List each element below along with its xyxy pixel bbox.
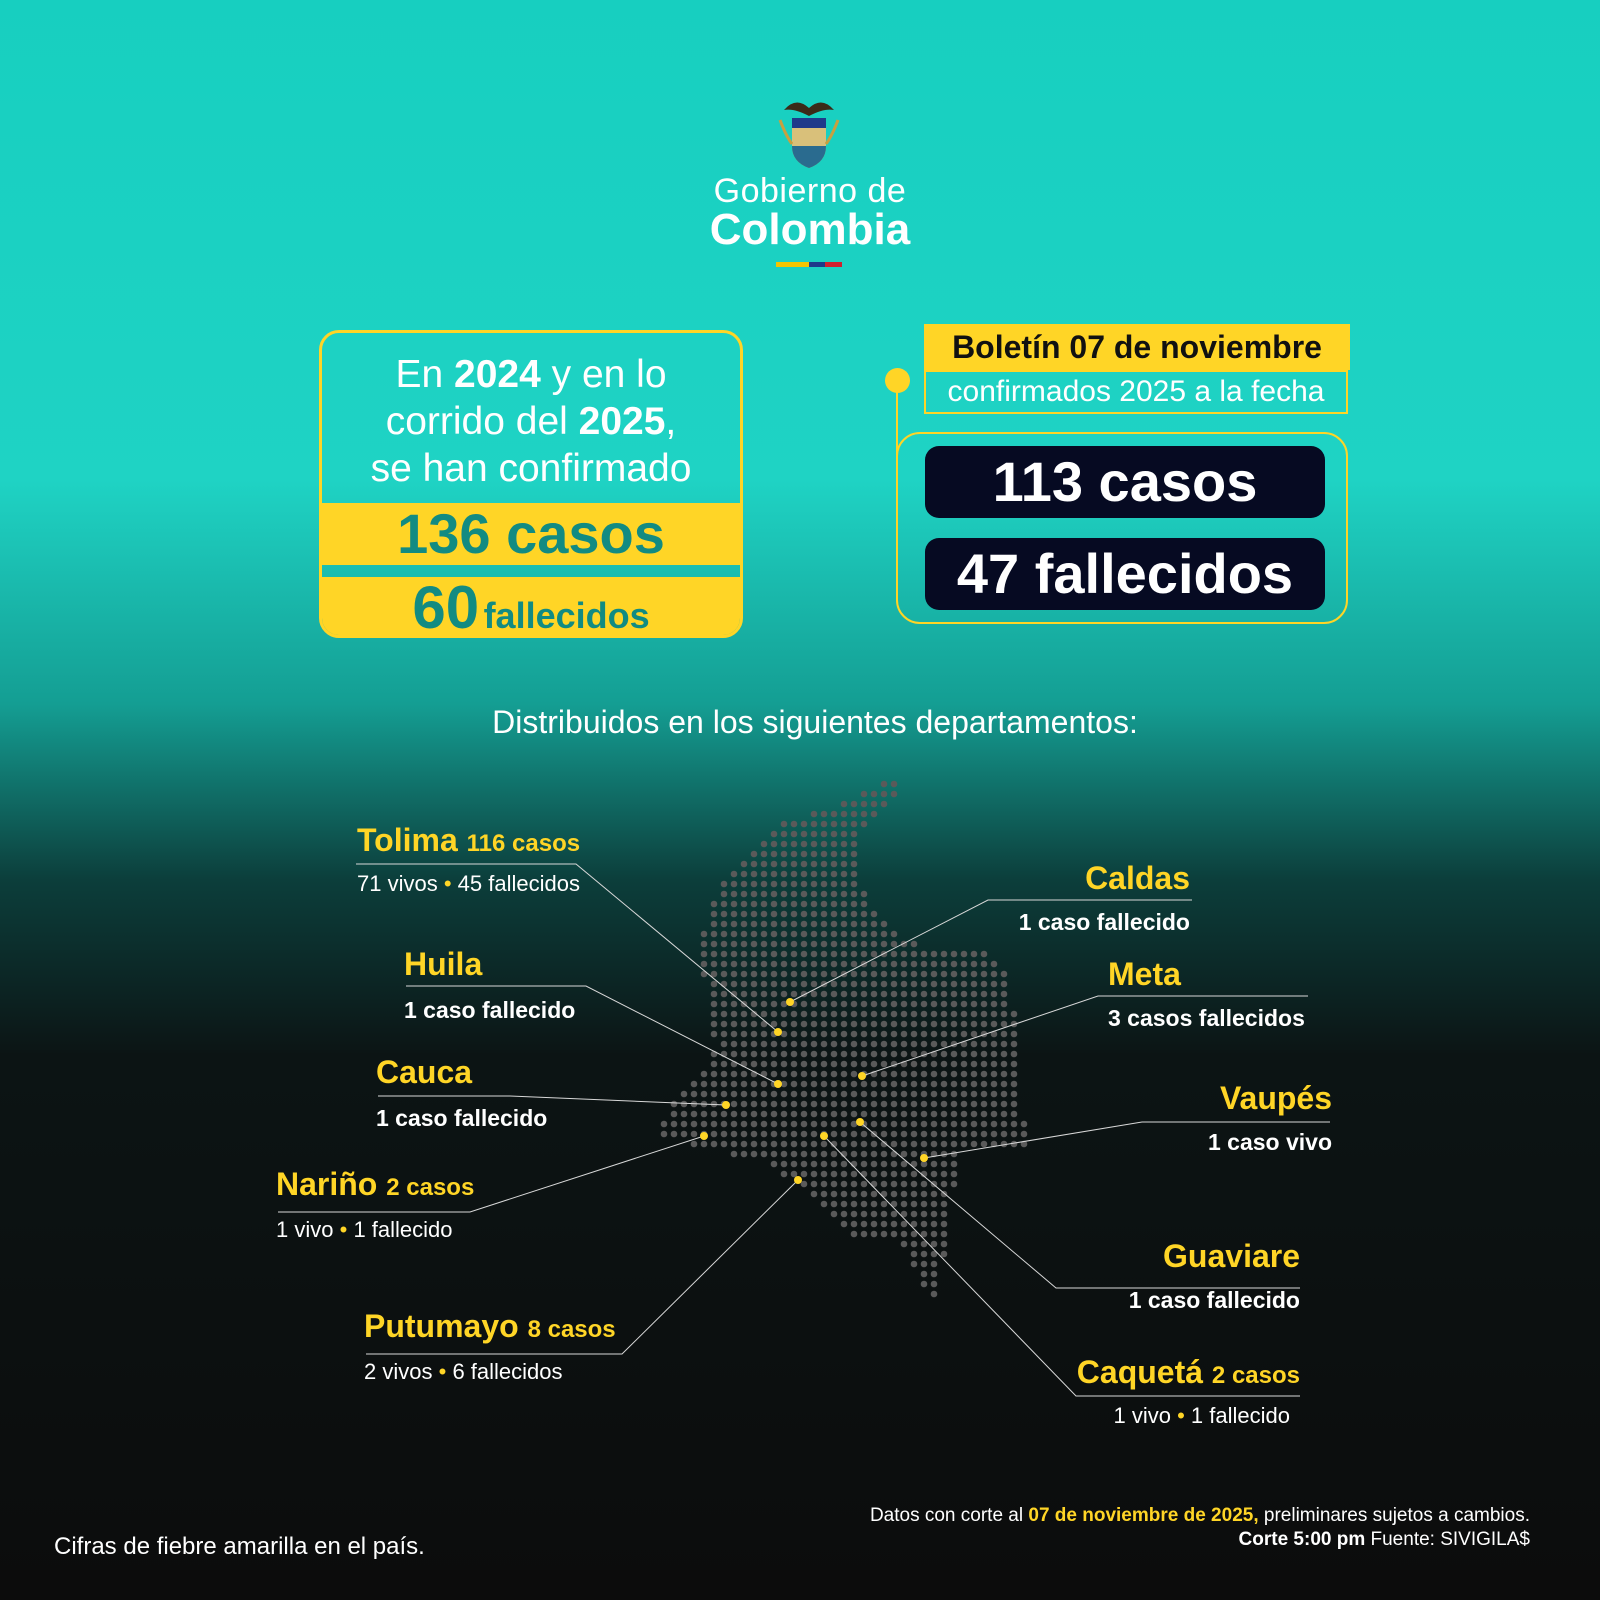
label-caqueta: Caquetá 2 casos 1 vivo • 1 fallecido xyxy=(1076,1354,1300,1428)
label-meta: Meta 3 casos fallecidos xyxy=(1108,956,1305,1031)
bulletin-subtitle: confirmados 2025 a la fecha xyxy=(924,370,1348,414)
label-putumayo: Putumayo 8 casos 2 vivos • 6 fallecidos xyxy=(364,1308,616,1384)
footer-caption: Cifras de fiebre amarilla en el país. xyxy=(54,1533,425,1560)
distribution-title: Distribuidos en los siguientes departamentos: xyxy=(492,704,1138,740)
label-vaupes: Vaupés 1 caso vivo xyxy=(1207,1080,1332,1155)
bulletin-deaths: 47 fallecidos xyxy=(925,538,1325,610)
bulletin-cases: 113 casos xyxy=(925,446,1325,518)
summary-deaths: 60 fallecidos xyxy=(322,577,740,638)
summary-text: En 2024 y en lo corrido del 2025, se han confirmado xyxy=(370,353,692,490)
bulletin-title: Boletín 07 de noviembre xyxy=(924,324,1350,370)
government-name-line1: Gobierno de xyxy=(713,172,907,210)
label-cauca: Cauca 1 caso fallecido xyxy=(376,1054,548,1131)
summary-cases: 136 casos xyxy=(322,503,740,565)
label-caldas: Caldas 1 caso fallecido xyxy=(1018,860,1190,935)
government-name-line2: Colombia xyxy=(709,205,911,254)
label-tolima: Tolima 116 casos 71 vivos • 45 fallecidos xyxy=(357,822,581,896)
footer-source: Datos con corte al 07 de noviembre de 2025, preliminares sujetos a cambios. Corte 5:00 pm Fuente: SIVIGILA$ xyxy=(869,1505,1530,1550)
label-guaviare: Guaviare 1 caso fallecido xyxy=(1128,1238,1300,1313)
label-huila: Huila 1 caso fallecido xyxy=(404,946,576,1023)
label-narino: Nariño 2 casos 1 vivo • 1 fallecido xyxy=(276,1166,475,1242)
